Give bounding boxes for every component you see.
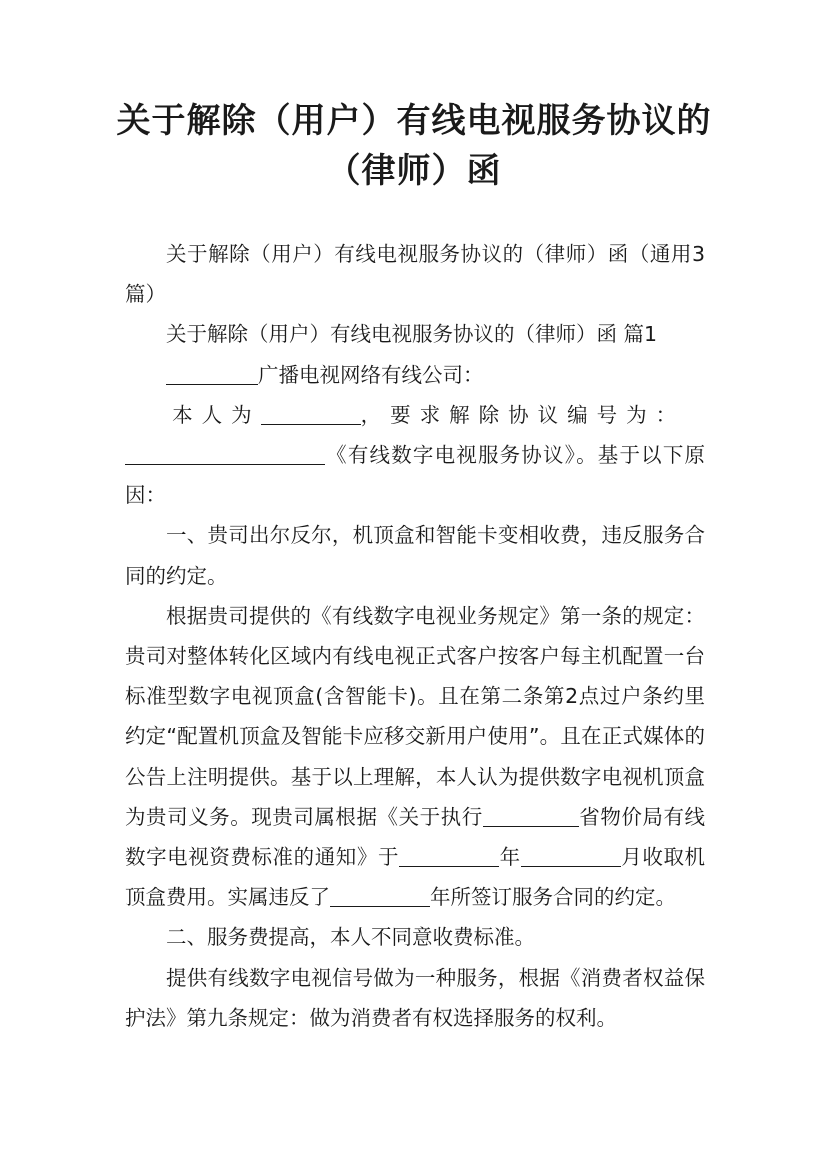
- regulation-text-5: 年所签订服务合同的约定。: [430, 885, 676, 910]
- blank-line: [166, 362, 258, 385]
- blank-line: [483, 804, 579, 827]
- paragraph-reason-one: 一、贵司出尔反尔，机顶盒和智能卡变相收费，违反服务合同的约定。: [125, 523, 705, 588]
- paragraph-reason-two: 二、服务费提高，本人不同意收费标准。: [166, 925, 535, 950]
- request-text-1: 本人为: [172, 402, 261, 427]
- document-title: 关于解除（用户）有线电视服务协议的（律师）函: [116, 101, 712, 191]
- request-text-2: ，要求解除协议编号为：: [360, 402, 686, 427]
- regulation-text-3: 年: [499, 845, 521, 870]
- document-body: [125, 234, 705, 1038]
- paragraph-request: [125, 395, 705, 435]
- paragraph-heading: 关于解除（用户）有线电视服务协议的（律师）函（通用3篇）: [125, 242, 705, 307]
- paragraph-addressee: [125, 355, 705, 395]
- regulation-text-2: 省物价局有线数字电视资费标准的通知》于: [125, 804, 706, 870]
- blank-line: [261, 402, 361, 425]
- blank-line: [330, 884, 430, 907]
- request-text-3: 《有线数字电视服务协议》。基于以下原因：: [125, 443, 705, 508]
- addressee-text: 广播电视网络有线公司：: [258, 362, 484, 387]
- regulation-text-1: 根据贵司提供的《有线数字电视业务规定》第一条的规定：贵司对整体转化区域内有线电视正式客户按客户每主机配置一台标准型数字电视顶盒(含智能卡)。且在第二条第2点过户条约里约定“配置机顶盒及智能卡应移交新用户使用”。且在正式媒体的公告上注明提供。基于以上理解，本人认为提供数字电视机顶盒为贵司义务。现贵司属根据《关于执行: [125, 603, 705, 829]
- paragraph-regulation: [125, 596, 705, 918]
- blank-line: [521, 844, 621, 867]
- paragraph-part-title: 关于解除（用户）有线电视服务协议的（律师）函 篇1: [166, 322, 658, 347]
- paragraph-consumer-rights: 提供有线数字电视信号做为一种服务，根据《消费者权益保护法》第九条规定：做为消费者有权选择服务的权利。: [125, 965, 705, 1030]
- blank-line: [125, 442, 325, 465]
- blank-line: [399, 844, 499, 867]
- paragraph-request-continued: [125, 435, 705, 515]
- regulation-text-4: 月收取机顶盒费用。实属违反了: [125, 845, 706, 910]
